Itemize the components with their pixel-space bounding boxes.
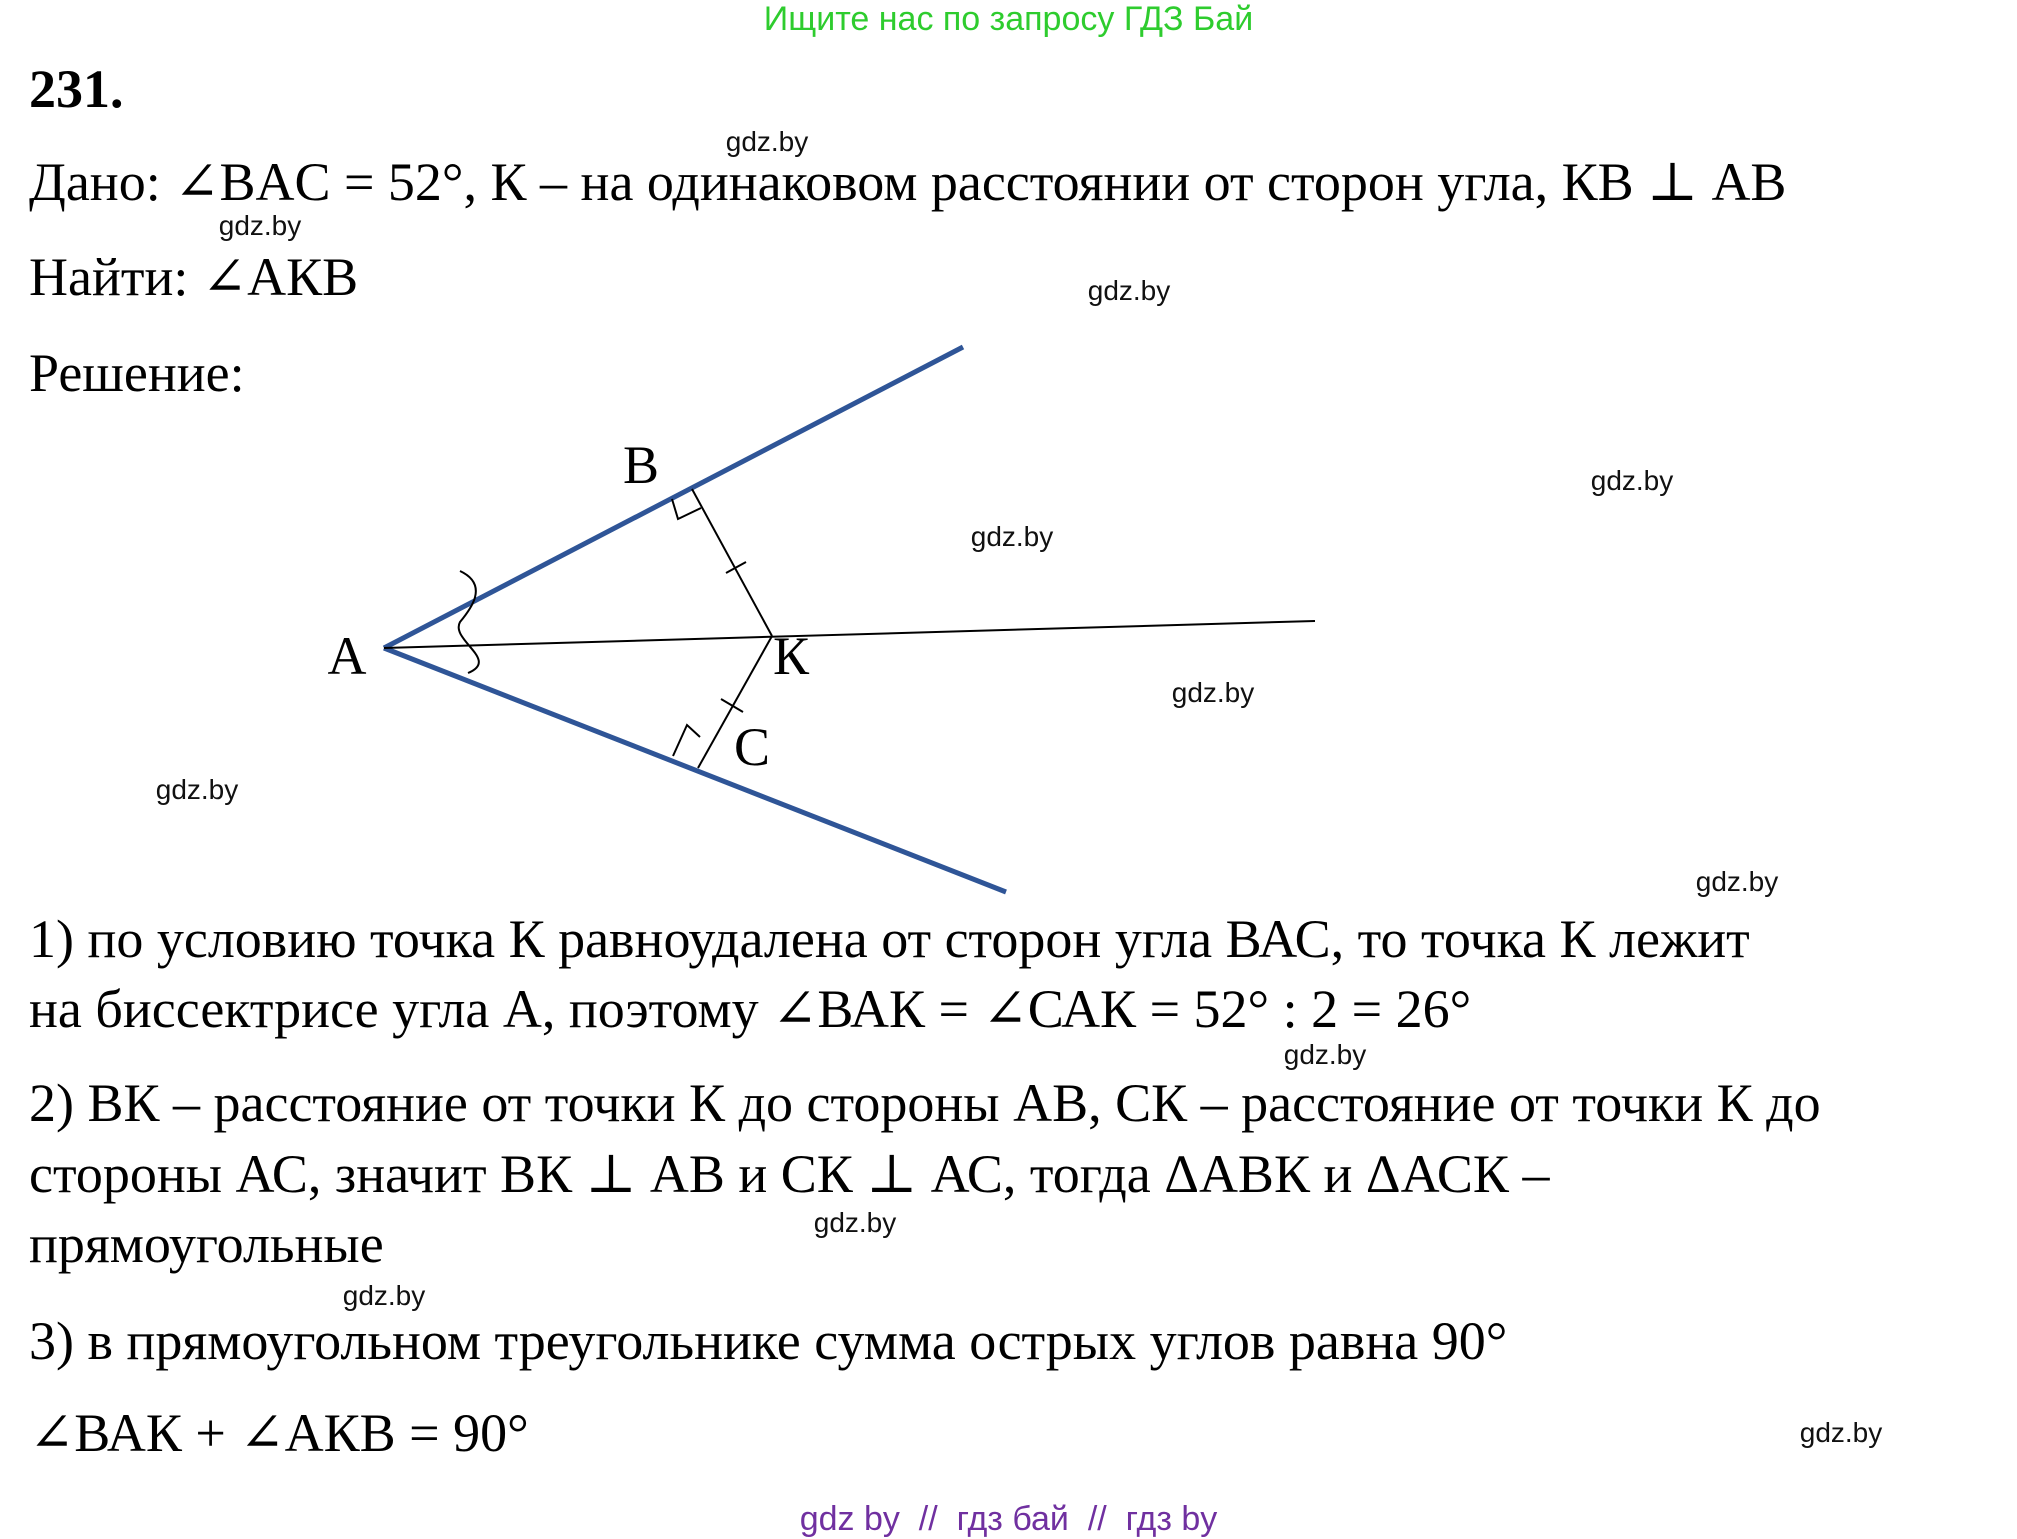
watermark: gdz.by [155,774,239,805]
equation: ∠ВАК + ∠АКВ = 90° [29,1403,529,1463]
problem-number: 231. [29,59,124,119]
right-angle-mark-b [672,499,701,519]
label-a: A [327,626,367,686]
watermark: gdz.by [1283,1039,1367,1070]
step-2-line-2: стороны АС, значит ВК ⊥ АВ и СК ⊥ АС, тогда ΔАВК и ΔАСК – [29,1144,1550,1204]
watermark: gdz.by [970,521,1054,552]
step-1-line-1: 1) по условию точка К равноудалена от сторон угла ВАС, то точка К лежит [29,909,1750,969]
step-2-line-1: 2) ВК – расстояние от точки К до стороны АВ, СК – расстояние от точки К до [29,1073,1821,1133]
watermark: gdz.by [1171,677,1255,708]
watermark: gdz.by [725,126,809,157]
watermark: gdz.by [1799,1417,1883,1448]
solution-heading: Решение: [29,343,245,403]
search-banner: Ищите нас по запросу ГДЗ Бай [763,0,1254,38]
label-b: B [622,435,660,495]
ray-ac [384,648,1006,892]
step-2-line-3: прямоугольные [29,1214,384,1274]
ray-ab [384,347,963,648]
watermark: gdz.by [1590,465,1674,496]
find-text: Найти: ∠АКВ [29,247,359,307]
label-c: C [733,717,771,777]
bisector-ak [384,621,1315,648]
watermark: gdz.by [342,1280,426,1311]
watermark: gdz.by [1695,866,1779,897]
watermark: gdz.by [1087,275,1171,306]
watermark: gdz.by [218,210,302,241]
step-3-line-1: 3) в прямоугольном треугольнике сумма острых углов равна 90° [29,1311,1508,1371]
tick-mark-ck [721,699,743,712]
given-text: Дано: ∠BAC = 52°, К – на одинаковом расстоянии от сторон угла, КВ ⊥ АВ [29,152,1787,212]
right-angle-mark-c [673,725,700,756]
step-1-line-2: на биссектрисе угла А, поэтому ∠ВАК = ∠САК = 52° : 2 = 26° [29,979,1472,1039]
equal-angle-mark [459,571,479,673]
segment-bk [692,489,772,636]
footer-links: gdz by // гдз бай // гдз by [799,1500,1218,1538]
label-k: К [772,626,810,686]
watermark: gdz.by [813,1207,897,1238]
